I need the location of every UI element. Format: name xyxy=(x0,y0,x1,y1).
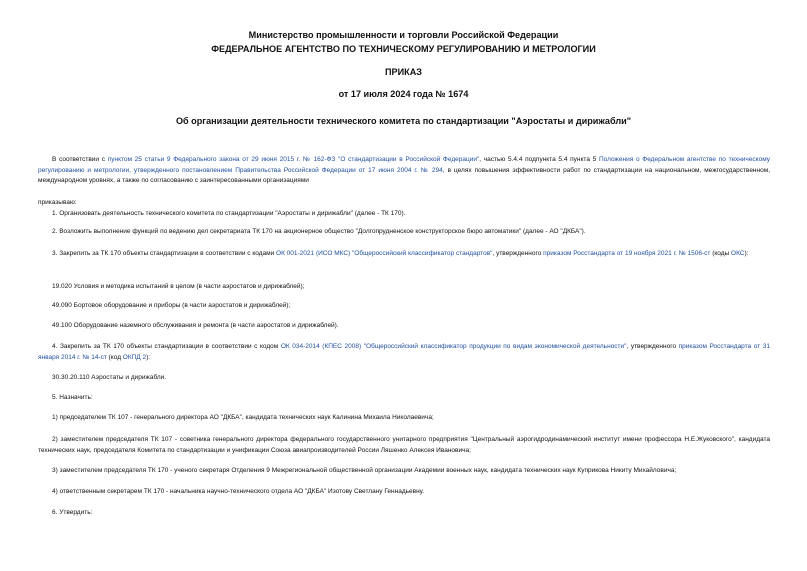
okpd2-code-link[interactable]: ОКПД 2 xyxy=(122,353,147,361)
document-title: Об организации деятельности технического комитета по стандартизации "Аэростаты и дирижабли" xyxy=(175,116,632,126)
rosstandart-order-1506-link[interactable]: приказом Росстандарта от 19 ноября 2021 г. № 1506-ст xyxy=(543,250,711,257)
oks-code-item: 19.020 Условия и методика испытаний в целом (в части аэростатов и дирижаблей); xyxy=(52,283,305,290)
appointment-item: 4) ответственным секретарем ТК 170 - начальника научно-технического отдела АО "ДКБА" Изотову Светлану Геннадьевну. xyxy=(52,488,425,495)
document-type: ПРИКАЗ xyxy=(385,67,422,77)
item4-text-1: 4. Закрепить за ТК 170 объекты стандартизации в соответствии с кодом xyxy=(52,343,281,350)
item3-text-1: 3. Закрепить за ТК 170 объекты стандартизации в соответствии с кодами xyxy=(52,250,277,257)
item4-text-2: , утвержденного xyxy=(626,343,679,350)
okpd-code-item: 30.30.20.110 Аэростаты и дирижабли. xyxy=(52,374,167,381)
okpd-classifier-link[interactable]: ОК 034-2014 (КПЕС 2008) "Общероссийский классификатор продукции по видам экономической деятельности" xyxy=(280,343,627,350)
item3-text-3: (коды xyxy=(710,250,732,257)
order-item-5: 5. Назначить: xyxy=(52,394,93,401)
oks-classifier-link[interactable]: ОК 001-2021 (ИСО МКС) "Общероссийский классификатор стандартов" xyxy=(276,250,493,257)
preamble-text-3: , в целях повышения эффективности работ по стандартизации на национальном, межгосударственном, международном уровнях, а также по согласованию с заинтересованными организациями xyxy=(38,166,770,184)
item3-text-4: ): xyxy=(744,250,749,257)
appointment-item: 2) заместителем председателя ТК 107 - советника генерального директора федерального государственного унитарного предприятия "Центральный аэрогидродинамический институт имени профессора Н.Е.Жуковского", кандидата технических наук, председателя Комитета по стандартизации и унификации Союза авиапроизводителей России Ляшенко Алексея Ивановича; xyxy=(38,436,770,454)
appointment-item: 3) заместителем председателя ТК 170 - ученого секретаря Отделения 9 Межрегиональной общественной организации Академии военных наук, кандидата технических наук Куприкова Никиту Михайловича; xyxy=(52,467,677,474)
oks-codes-link[interactable]: ОКС xyxy=(731,250,745,257)
document-date-number: от 17 июля 2024 года № 1674 xyxy=(338,89,469,99)
appointment-item: 1) председателем ТК 107 - генерального директора АО "ДКБА", кандидата технических наук Калинина Михаила Николаевича; xyxy=(52,414,434,421)
prikazyvayu-text: приказываю: xyxy=(38,199,77,206)
oks-code-item: 49.100 Оборудование наземного обслуживания и ремонта (в части аэростатов и дирижаблей). xyxy=(52,322,339,329)
order-item-6: 6. Утвердить: xyxy=(52,509,93,516)
ministry-name: Министерство промышленности и торговли Российской Федерации xyxy=(248,30,559,40)
agency-name: ФЕДЕРАЛЬНОЕ АГЕНТСТВО ПО ТЕХНИЧЕСКОМУ РЕГУЛИРОВАНИЮ И МЕТРОЛОГИИ xyxy=(211,44,596,54)
federal-law-link[interactable]: пунктом 25 статьи 9 Федерального закона от 29 июня 2015 г. № 162-ФЗ "О стандартизации в Российской Федерации" xyxy=(107,156,480,163)
item3-text-2: , утвержденного xyxy=(492,250,544,257)
preamble-paragraph xyxy=(38,155,770,187)
item4-text-4: ): xyxy=(146,353,151,361)
order-item-1: 1. Организовать деятельность технического комитета по стандартизации "Аэростаты и дирижабли" (далее - ТК 170). xyxy=(52,210,406,217)
regulation-link[interactable]: Положения о Федеральном агентстве по техническому регулированию и метрологии, утвержденного постановлением Правительства Российской Федерации от 17 июня 2004 г. № 294 xyxy=(38,156,770,174)
order-item-2: 2. Возложить выполнение функций по ведению дел секретариата ТК 170 на акционерное общество "Долгопрудненское конструкторское бюро автоматики" (далее - АО "ДКБА"). xyxy=(52,228,586,235)
order-item-4 xyxy=(38,342,770,363)
item4-text-3: (код xyxy=(106,353,123,361)
oks-code-item: 49.090 Бортовое оборудование и приборы (в части аэростатов и дирижаблей); xyxy=(52,302,291,309)
preamble-text-1: В соответствии с xyxy=(52,156,108,163)
preamble-text-2: , частью 5.4.4 подпункта 5.4 пункта 5 xyxy=(479,156,599,163)
rosstandart-order-14-link[interactable]: приказом Росстандарта от 31 января 2014 г. № 14-ст xyxy=(38,343,770,361)
order-item-3 xyxy=(38,249,770,260)
